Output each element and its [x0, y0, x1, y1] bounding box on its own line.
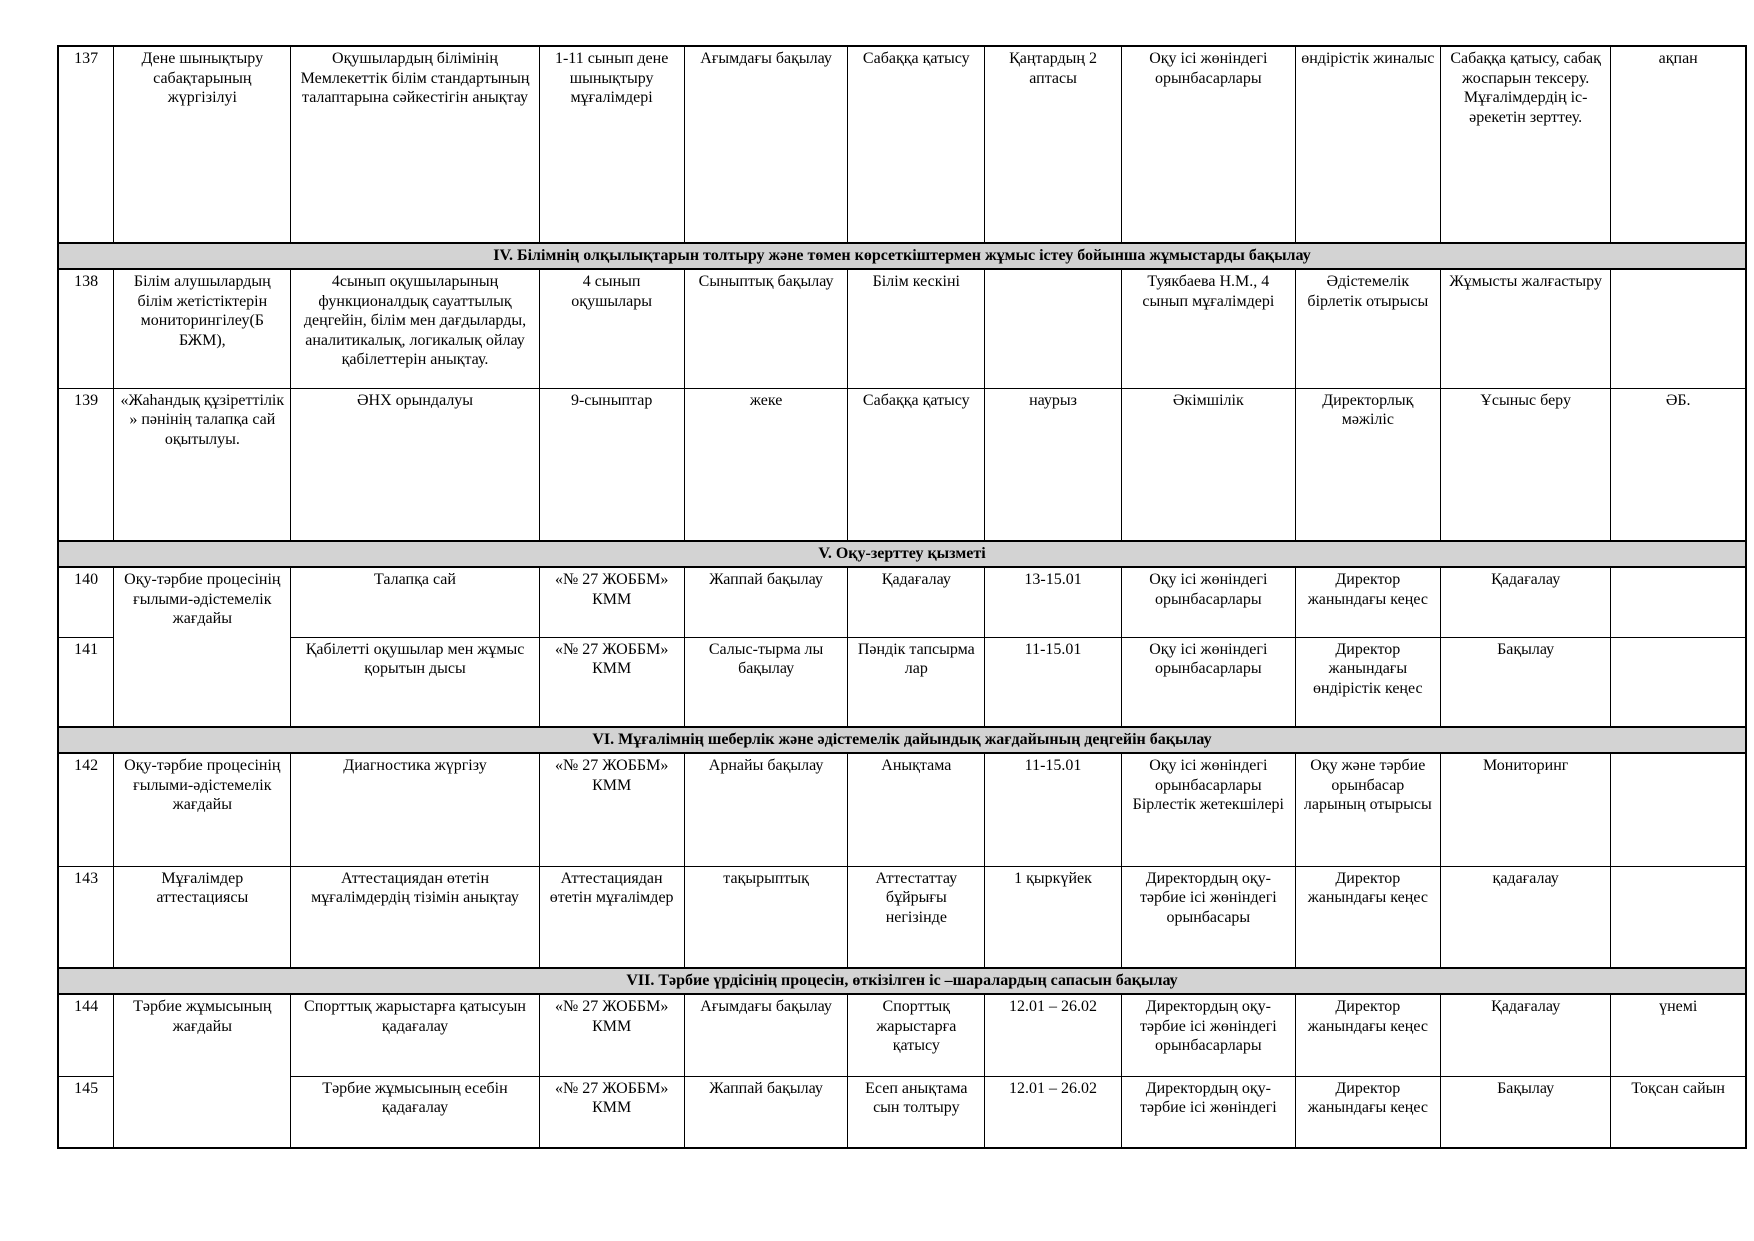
table-row-145 — [58, 1076, 1746, 1148]
cell-responsible: Директордың оқу-тәрбие ісі жөніндегі орынбасарлары — [1121, 994, 1295, 1076]
cell-topic: Оқу-тәрбие процесінің ғылыми-әдістемелік жағдайы — [114, 567, 291, 727]
cell-outcome: Бақылау — [1440, 1076, 1610, 1148]
table-row-140 — [58, 567, 1746, 637]
cell-num: 138 — [58, 269, 114, 388]
cell-responsible: Оқу ісі жөніндегі орынбасарлары — [1121, 637, 1295, 727]
cell-objective: Диагностика жүргізу — [291, 753, 539, 866]
cell-responsible: Директордың оқу-тәрбие ісі жөніндегі орынбасары — [1121, 866, 1295, 968]
cell-outcome: Жұмысты жалғастыру — [1440, 269, 1610, 388]
cell-control-form: Аттестаттау бұйрығы негізінде — [848, 866, 985, 968]
cell-target: Аттестациядан өтетін мұғалімдер — [539, 866, 684, 968]
cell-control-type: Жаппай бақылау — [684, 567, 848, 637]
cell-target: «№ 27 ЖОББМ» КММ — [539, 994, 684, 1076]
cell-control-form: Қадағалау — [848, 567, 985, 637]
cell-topic: Дене шынықтыру сабақтарының жүргізілуі — [114, 46, 291, 243]
section-title: VI. Мұғалімнің шеберлік және әдістемелік дайындық жағдайының деңгейін бақылау — [58, 727, 1746, 753]
cell-num: 137 — [58, 46, 114, 243]
section-title: IV. Білімнің олқылықтарын толтыру және төмен көрсеткіштермен жұмыс істеу бойынша жұмыстарды бақылау — [58, 243, 1746, 269]
cell-responsible: Оқу ісі жөніндегі орынбасарлары — [1121, 46, 1295, 243]
cell-timing: 11-15.01 — [985, 637, 1122, 727]
section-header-v — [58, 541, 1746, 567]
cell-responsible: Директордың оқу-тәрбие ісі жөніндегі — [1121, 1076, 1295, 1148]
cell-objective: Оқушылардың білімінің Мемлекеттік білім стандартының талаптарына сәйкестігін анықтау — [291, 46, 539, 243]
cell-venue: Директор жанындағы кеңес — [1295, 994, 1440, 1076]
cell-outcome: Бақылау — [1440, 637, 1610, 727]
cell-topic: Оқу-тәрбие процесінің ғылыми-әдістемелік жағдайы — [114, 753, 291, 866]
cell-control-type: Ағымдағы бақылау — [684, 994, 848, 1076]
school-control-plan-table — [57, 45, 1747, 1149]
cell-outcome: Мониторинг — [1440, 753, 1610, 866]
cell-objective: 4сынып оқушыларының функционалдық сауаттылық деңгейін, білім мен дағдыларды, аналитикалық, логикалық ойлау қабілеттерін анықтау. — [291, 269, 539, 388]
cell-control-type: тақырыптық — [684, 866, 848, 968]
cell-timing: 11-15.01 — [985, 753, 1122, 866]
table-row-143 — [58, 866, 1746, 968]
cell-timing: 13-15.01 — [985, 567, 1122, 637]
cell-objective: Талапқа сай — [291, 567, 539, 637]
cell-num: 143 — [58, 866, 114, 968]
cell-month: Тоқсан сайын — [1611, 1076, 1746, 1148]
cell-control-form: Сабаққа қатысу — [848, 46, 985, 243]
table-row-137 — [58, 46, 1746, 243]
cell-responsible: Оқу ісі жөніндегі орынбасарлары — [1121, 567, 1295, 637]
table-row-139 — [58, 388, 1746, 541]
cell-venue: Директор жанындағы кеңес — [1295, 866, 1440, 968]
cell-objective: ӘНХ орындалуы — [291, 388, 539, 541]
cell-control-form: Спорттық жарыстарға қатысу — [848, 994, 985, 1076]
cell-timing — [985, 269, 1122, 388]
cell-control-type: Жаппай бақылау — [684, 1076, 848, 1148]
cell-venue: Әдістемелік бірлетік отырысы — [1295, 269, 1440, 388]
table-row-138 — [58, 269, 1746, 388]
cell-control-form: Білім кескіні — [848, 269, 985, 388]
cell-timing: наурыз — [985, 388, 1122, 541]
cell-control-type: Арнайы бақылау — [684, 753, 848, 866]
section-title: VII. Тәрбие үрдісінің процесін, өткізілген іс –шаралардың сапасын бақылау — [58, 968, 1746, 994]
section-header-vi — [58, 727, 1746, 753]
cell-outcome: Ұсыныс беру — [1440, 388, 1610, 541]
cell-control-type: Ағымдағы бақылау — [684, 46, 848, 243]
cell-timing: 1 қыркүйек — [985, 866, 1122, 968]
cell-month — [1611, 866, 1746, 968]
cell-objective: Аттестациядан өтетін мұғалімдердің тізімін анықтау — [291, 866, 539, 968]
table-row-141 — [58, 637, 1746, 727]
cell-month — [1611, 753, 1746, 866]
cell-timing: Қаңтардың 2 аптасы — [985, 46, 1122, 243]
cell-num: 145 — [58, 1076, 114, 1148]
cell-timing: 12.01 – 26.02 — [985, 994, 1122, 1076]
cell-timing: 12.01 – 26.02 — [985, 1076, 1122, 1148]
cell-topic: Білім алушылардың білім жетістіктерін мониторингілеу(Б БЖМ), — [114, 269, 291, 388]
cell-control-type: Сыныптық бақылау — [684, 269, 848, 388]
cell-control-type: жеке — [684, 388, 848, 541]
section-header-vii — [58, 968, 1746, 994]
cell-control-form: Есеп анықтама сын толтыру — [848, 1076, 985, 1148]
cell-month: үнемі — [1611, 994, 1746, 1076]
cell-target: «№ 27 ЖОББМ» КММ — [539, 1076, 684, 1148]
cell-topic: Мұғалімдер аттестациясы — [114, 866, 291, 968]
cell-target: 1-11 сынып дене шынықтыру мұғалімдері — [539, 46, 684, 243]
cell-outcome: Сабаққа қатысу, сабақ жоспарын тексеру. Мұғалімдердің іс-әрекетін зерттеу. — [1440, 46, 1610, 243]
cell-target: «№ 27 ЖОББМ» КММ — [539, 567, 684, 637]
cell-responsible: Оқу ісі жөніндегі орынбасарлары Бірлестік жетекшілері — [1121, 753, 1295, 866]
cell-target: 9-сыныптар — [539, 388, 684, 541]
cell-num: 141 — [58, 637, 114, 727]
cell-topic: Тәрбие жұмысының жағдайы — [114, 994, 291, 1148]
cell-venue: Директор жанындағы өндірістік кеңес — [1295, 637, 1440, 727]
cell-target: «№ 27 ЖОББМ» КММ — [539, 637, 684, 727]
cell-control-form: Сабаққа қатысу — [848, 388, 985, 541]
section-header-iv — [58, 243, 1746, 269]
cell-month — [1611, 637, 1746, 727]
cell-num: 140 — [58, 567, 114, 637]
cell-month — [1611, 567, 1746, 637]
cell-num: 142 — [58, 753, 114, 866]
cell-venue: өндірістік жиналыс — [1295, 46, 1440, 243]
cell-outcome: қадағалау — [1440, 866, 1610, 968]
cell-control-form: Анықтама — [848, 753, 985, 866]
cell-objective: Қабілетті оқушылар мен жұмыс қорытын дысы — [291, 637, 539, 727]
cell-num: 139 — [58, 388, 114, 541]
cell-venue: Директор жанындағы кеңес — [1295, 1076, 1440, 1148]
cell-objective: Спорттық жарыстарға қатысуын қадағалау — [291, 994, 539, 1076]
cell-responsible: Туякбаева Н.М., 4 сынып мұғалімдері — [1121, 269, 1295, 388]
table-row-144 — [58, 994, 1746, 1076]
table-row-142 — [58, 753, 1746, 866]
cell-venue: Директор жанындағы кеңес — [1295, 567, 1440, 637]
cell-month: ақпан — [1611, 46, 1746, 243]
cell-venue: Директорлық мәжіліс — [1295, 388, 1440, 541]
cell-month — [1611, 269, 1746, 388]
cell-outcome: Қадағалау — [1440, 994, 1610, 1076]
cell-month: ӘБ. — [1611, 388, 1746, 541]
cell-target: «№ 27 ЖОББМ» КММ — [539, 753, 684, 866]
cell-target: 4 сынып оқушылары — [539, 269, 684, 388]
cell-venue: Оқу және тәрбие орынбасар ларының отырысы — [1295, 753, 1440, 866]
cell-responsible: Әкімшілік — [1121, 388, 1295, 541]
cell-objective: Тәрбие жұмысының есебін қадағалау — [291, 1076, 539, 1148]
section-title: V. Оқу-зерттеу қызметі — [58, 541, 1746, 567]
cell-control-form: Пәндік тапсырма лар — [848, 637, 985, 727]
cell-outcome: Қадағалау — [1440, 567, 1610, 637]
cell-topic: «Жаһандық құзіреттілік » пәнінің талапқа сай оқытылуы. — [114, 388, 291, 541]
cell-control-type: Салыс-тырма лы бақылау — [684, 637, 848, 727]
cell-num: 144 — [58, 994, 114, 1076]
